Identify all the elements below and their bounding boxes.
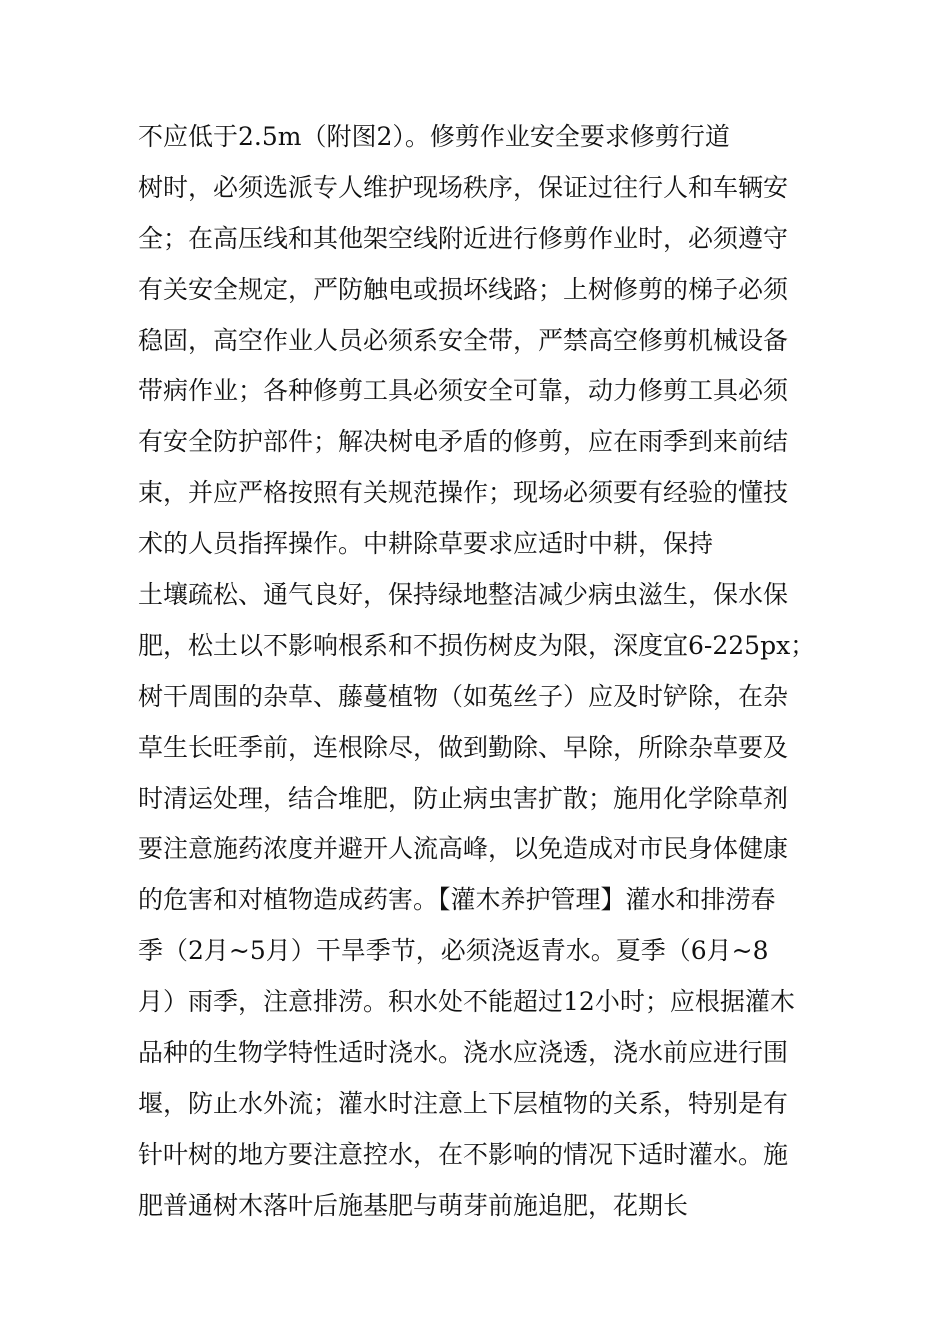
text-line: 季（2月~5月）干旱季节，必须浇返青水。夏季（6月~8 [138,936,769,966]
text-line: 土壤疏松、通气良好，保持绿地整洁减少病虫滋生，保水保 [138,580,789,610]
text-line: 品种的生物学特性适时浇水。浇水应浇透，浇水前应进行围 [138,1038,789,1068]
text-line: 树时，必须选派专人维护现场秩序，保证过往行人和车辆安 [138,172,789,202]
text-line: 肥，松土以不影响根系和不损伤树皮为限，深度宜6-225px； [138,630,816,660]
text-line: 束，并应严格按照有关规范操作；现场必须要有经验的懂技 [138,478,789,508]
text-line: 带病作业；各种修剪工具必须安全可靠，动力修剪工具必须 [138,376,789,406]
text-line: 树干周围的杂草、藤蔓植物（如菟丝子）应及时铲除，在杂 [138,681,789,711]
text-line: 月）雨季，注意排涝。积水处不能超过12小时；应根据灌木 [138,987,795,1017]
text-line: 堰，防止水外流；灌水时注意上下层植物的关系，特别是有 [138,1088,789,1118]
text-line: 时清运处理，结合堆肥，防止病虫害扩散；施用化学除草剂 [138,783,789,813]
text-line: 要注意施药浓度并避开人流高峰，以免造成对市民身体健康 [138,834,789,864]
text-line: 稳固，高空作业人员必须系安全带，严禁高空修剪机械设备 [138,325,789,355]
text-line: 的危害和对植物造成药害。【灌木养护管理】灌水和排涝春 [138,885,776,915]
text-line: 有关安全规定，严防触电或损坏线路；上树修剪的梯子必须 [138,274,789,304]
text-line: 草生长旺季前，连根除尽，做到勤除、早除，所除杂草要及 [138,732,789,762]
body-text [138,112,818,1232]
text-line: 针叶树的地方要注意控水，在不影响的情况下适时灌水。施 [138,1139,789,1169]
text-line: 术的人员指挥操作。中耕除草要求应适时中耕，保持 [138,529,714,559]
text-line: 全；在高压线和其他架空线附近进行修剪作业时，必须遵守 [138,223,789,253]
text-line: 肥普通树木落叶后施基肥与萌芽前施追肥，花期长 [138,1190,689,1220]
text-line: 不应低于2.5m（附图2）。修剪作业安全要求修剪行道 [138,122,730,151]
text-line: 有安全防护部件；解决树电矛盾的修剪，应在雨季到来前结 [138,427,789,457]
